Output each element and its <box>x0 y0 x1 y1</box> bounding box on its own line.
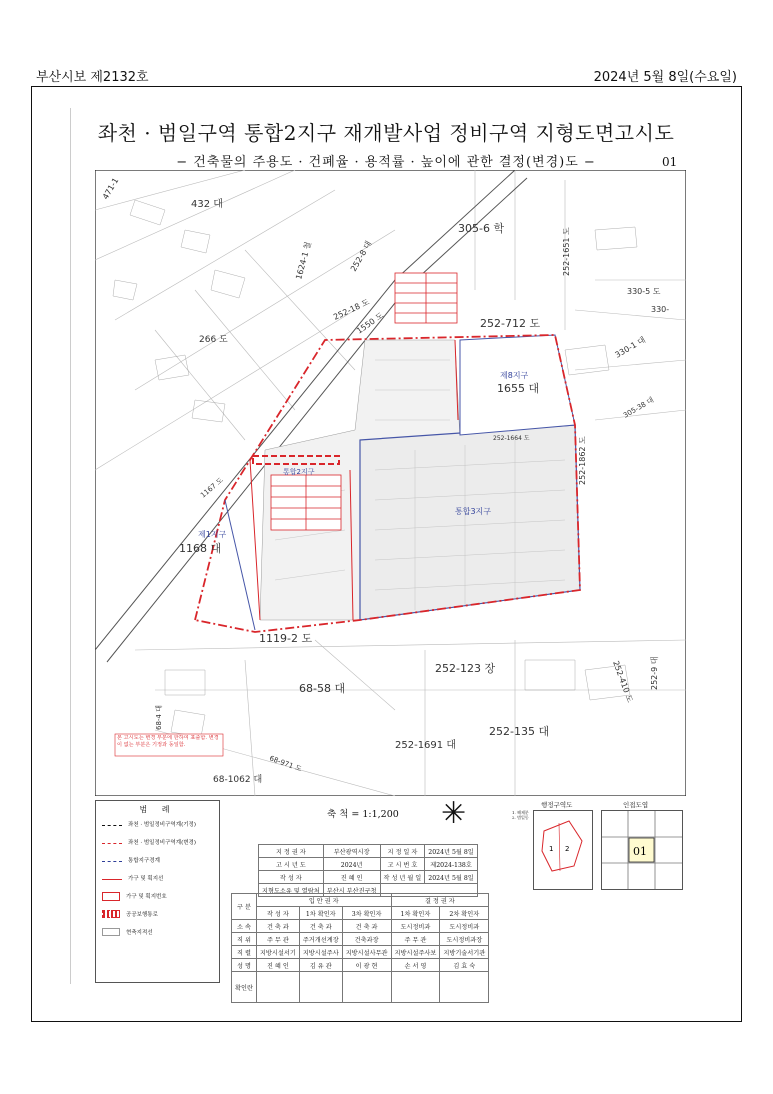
table-cell <box>342 972 391 1003</box>
table-cell: 부산광역시장 <box>323 845 380 858</box>
parcel-252-18: 252-18 도 <box>332 297 371 322</box>
line-red-icon <box>102 879 122 880</box>
north-arrow-icon: ✳ <box>441 796 467 831</box>
parcel-305-6: 305-6 학 <box>458 222 505 235</box>
parcel-1624-1: 1624-1 철 <box>294 240 313 281</box>
legend-label: 좌천 · 범일정비구역계(기정) <box>128 822 196 828</box>
parcel-68-1062: 68-1062 대 <box>213 775 263 785</box>
table-cell: 성 명 <box>232 959 257 972</box>
scale-text: 축 척 = 1:1,200 <box>327 809 399 820</box>
parcel-252-712: 252-712 도 <box>480 317 541 330</box>
district-3-label: 통합3지구 <box>455 507 492 516</box>
sheet-number: 01 <box>662 155 678 169</box>
legend-item-boundary-changed <box>96 833 219 851</box>
bulletin-date: 2024년 5월 8일(수요일) <box>593 70 737 85</box>
parcel-68-4: 68-4 대 <box>155 705 163 730</box>
parcel-252-410: 252-410 도 <box>611 659 635 704</box>
table-cell: 주 무 관 <box>391 933 440 946</box>
table-row <box>232 907 489 920</box>
table-cell: 주거개선계장 <box>299 933 342 946</box>
keymap-label-2: 2 <box>565 845 570 853</box>
keymap-title: 행정구역도 <box>541 801 573 809</box>
keymap-notes <box>512 810 529 820</box>
table-cell: 3차 확인자 <box>342 907 391 920</box>
table-cell: 2024년 5월 8일 <box>425 871 478 884</box>
parcel-305-38: 305-38 대 <box>622 395 656 420</box>
keymap-label-1: 1 <box>549 845 554 853</box>
table-cell: 확인란 <box>232 972 257 1003</box>
table-row <box>259 858 478 871</box>
table-cell: 도시정비과 <box>391 920 440 933</box>
table-cell: 김 유 관 <box>299 959 342 972</box>
table-cell: 건 축 과 <box>299 920 342 933</box>
index-current-sheet: 01 <box>633 845 647 858</box>
box-red-icon <box>102 892 120 901</box>
parcel-252-123: 252-123 장 <box>435 662 496 675</box>
table-cell <box>299 972 342 1003</box>
dash-dot-red-icon <box>102 843 122 844</box>
table-cell: 주 무 관 <box>256 933 299 946</box>
table-cell: 부산시 부산진구청 <box>323 884 380 897</box>
table-cell: 직 위 <box>232 933 257 946</box>
keymap <box>533 810 593 890</box>
legend-label: 좌천 · 범일정비구역계(변경) <box>128 840 196 846</box>
table-row <box>232 894 489 907</box>
index-map-title: 인접도엽 <box>623 801 649 809</box>
table-cell: 지 정 권 자 <box>259 845 324 858</box>
table-cell: 이 광 현 <box>342 959 391 972</box>
table-cell: 제2024-138호 <box>425 858 478 871</box>
table-cell: 지방기술서기관 <box>440 946 489 959</box>
table-cell: 2024년 5월 8일 <box>425 845 478 858</box>
table-cell: 1차 확인자 <box>299 907 342 920</box>
table-cell: 진 혜 인 <box>256 959 299 972</box>
legend-label: 현축지적선 <box>126 930 153 936</box>
district-8-label: 제8지구 <box>500 371 529 380</box>
legend-item-district <box>96 851 219 869</box>
table-cell: 2024년 <box>323 858 380 871</box>
legend-item-block-line <box>96 869 219 887</box>
page-subtitle: − 건축물의 주용도 · 건폐율 · 용적률 · 높이에 관한 결정(변경)도 − <box>176 155 596 170</box>
parcel-252-1651: 252-1651 도 <box>562 227 571 276</box>
index-grid <box>602 811 682 889</box>
parcel-1167: 1167 도 <box>199 476 225 500</box>
legend-label: 가구 및 획지선 <box>128 876 164 882</box>
bulletin-issue: 부산시보 제2132호 <box>36 70 149 85</box>
parcel-1168: 1168 대 <box>179 542 222 555</box>
table-cell: 손 서 영 <box>391 959 440 972</box>
page-title: 좌천 · 범일구역 통합2지구 재개발사업 정비구역 지형도면고시도 <box>97 121 675 145</box>
table-row <box>232 959 489 972</box>
table-row <box>259 845 478 858</box>
table-cell: 입 안 권 자 <box>256 894 391 907</box>
parcel-432: 432 대 <box>191 199 223 210</box>
parcel-252-9: 252-9 대 <box>650 656 659 690</box>
legend-item-cadastral <box>96 923 219 941</box>
table-row <box>259 871 478 884</box>
index-map <box>601 810 683 890</box>
district-2-label: 통합2지구 <box>283 468 315 476</box>
table-cell <box>440 972 489 1003</box>
legend <box>95 800 220 983</box>
table-cell: 고 시 년 도 <box>259 858 324 871</box>
keymap-note: 1. 해제분 <box>512 810 529 815</box>
parcel-252-1691: 252-1691 대 <box>395 740 456 751</box>
parcel-330-5: 330-5 도 <box>627 287 661 296</box>
legend-label: 공공보행통로 <box>126 912 158 918</box>
table-cell: 작 성 자 <box>259 871 324 884</box>
legend-item-pedestrian <box>96 905 219 923</box>
parcel-252-8: 252-8 대 <box>348 239 374 273</box>
table-cell: 지 정 일 자 <box>380 845 425 858</box>
table-row <box>232 933 489 946</box>
table-cell: 지방시설서기 <box>256 946 299 959</box>
parcel-1119-2: 1119-2 도 <box>259 632 313 645</box>
table-row <box>232 920 489 933</box>
table-cell: 소 속 <box>232 920 257 933</box>
site-map <box>95 170 686 796</box>
table-cell <box>256 972 299 1003</box>
legend-title: 범 례 <box>139 805 176 814</box>
map-notice: 본 고시도는 변경 부분에 한하여 표출함. 변경이 없는 부분은 기정과 동일함. <box>117 735 219 749</box>
parcel-252-135: 252-135 대 <box>489 725 550 738</box>
dash-blue-icon <box>102 861 122 862</box>
table-row <box>232 946 489 959</box>
table-cell: 작 성 자 <box>256 907 299 920</box>
dash-dot-black-icon <box>102 825 122 826</box>
parcel-471-1: 471-1 <box>100 176 121 201</box>
legend-item-block-number <box>96 887 219 905</box>
table-cell: 진 혜 인 <box>323 871 380 884</box>
table-cell: 지방시설주사 <box>299 946 342 959</box>
table-cell: 구 분 <box>232 894 257 920</box>
info-table <box>258 844 478 897</box>
keymap-note: 2. 범일동 <box>512 815 529 821</box>
table-cell: 건 축 과 <box>342 920 391 933</box>
hatch-red-icon <box>102 910 120 918</box>
parcel-252-1862: 252-1862 도 <box>578 436 587 485</box>
table-row <box>232 972 489 1003</box>
table-cell: 지방시설주사보 <box>391 946 440 959</box>
table-cell: 작 성 년 월 일 <box>380 871 425 884</box>
table-cell: 도시정비과장 <box>440 933 489 946</box>
table-cell: 도시정비과 <box>440 920 489 933</box>
legend-label: 가구 및 획지번호 <box>126 894 167 900</box>
parcel-330: 330- <box>651 305 670 314</box>
table-cell: 결 정 권 자 <box>391 894 489 907</box>
parcel-266: 266 도 <box>199 335 228 345</box>
legend-label: 통합지구경계 <box>128 858 160 864</box>
parcel-1550: 1550 도 <box>354 310 386 336</box>
map-footer <box>95 796 686 992</box>
table-cell: 고 시 번 호 <box>380 858 425 871</box>
table-cell <box>391 972 440 1003</box>
parcel-252-1664: 252-1664 도 <box>493 435 530 442</box>
parcel-68-58: 68-58 대 <box>299 682 346 695</box>
approval-table <box>231 893 489 1003</box>
table-cell: 건 축 과 <box>256 920 299 933</box>
parcel-68-971: 68-971 도 <box>268 754 303 774</box>
table-cell: 김 효 숙 <box>440 959 489 972</box>
parcel-330-1: 330-1 대 <box>613 335 648 360</box>
keymap-drawing <box>534 811 592 889</box>
line-gray-icon <box>102 928 120 936</box>
table-cell: 직 렬 <box>232 946 257 959</box>
legend-item-boundary-existing <box>96 815 219 833</box>
district-1-label: 제1지구 <box>198 530 227 539</box>
parcel-1655: 1655 대 <box>497 382 540 395</box>
table-cell: 지형도소유 및 열람처 <box>259 884 324 897</box>
table-cell: 1차 확인자 <box>391 907 440 920</box>
table-cell: 2차 확인자 <box>440 907 489 920</box>
table-cell: 지방시설사무관 <box>342 946 391 959</box>
table-cell: 건축과장 <box>342 933 391 946</box>
